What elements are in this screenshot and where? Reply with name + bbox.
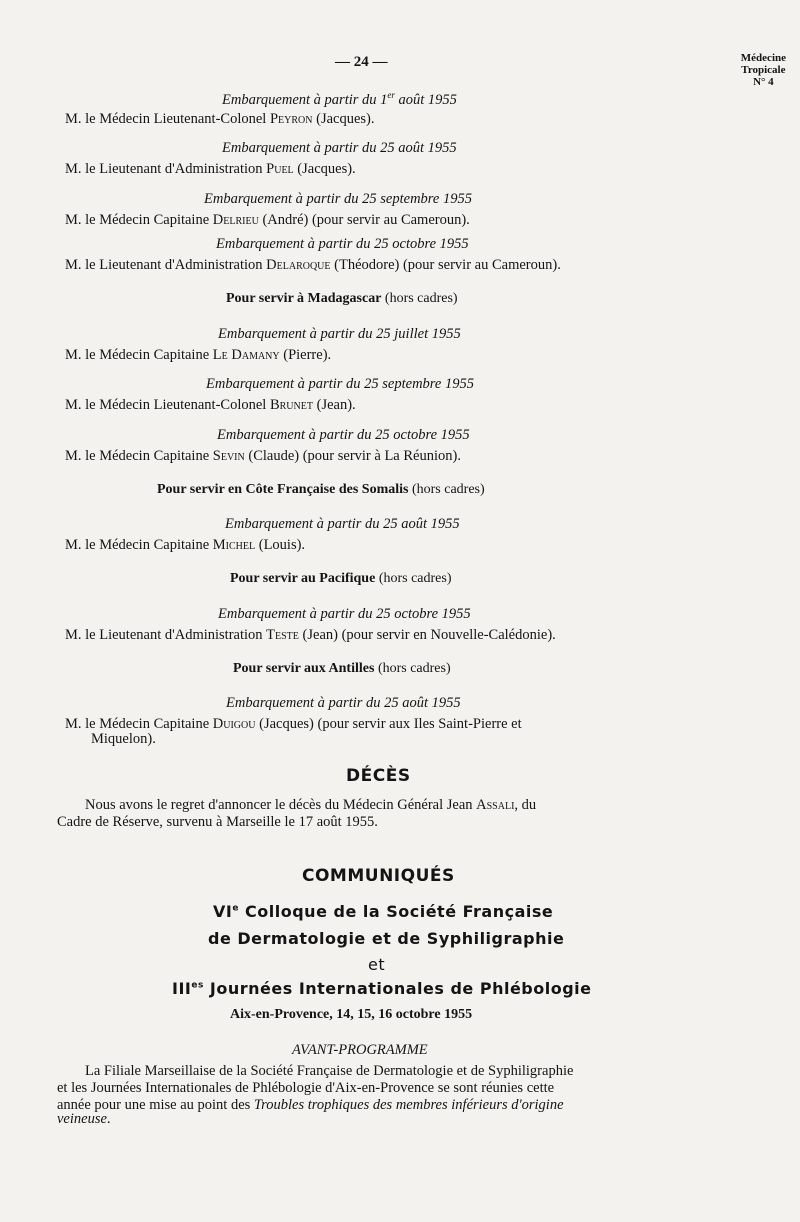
page-number: — 24 —	[335, 54, 388, 70]
journal-line-3: N° 4	[753, 76, 774, 88]
personnel-entry: M. le Lieutenant d'Administration Delaroque (Théodore) (pour servir au Cameroun).	[65, 257, 561, 273]
surname: Puel	[266, 161, 294, 177]
colloque-title-and: et	[368, 955, 386, 974]
personnel-entry: M. le Lieutenant d'Administration Teste (Jean) (pour servir en Nouvelle-Calédonie).	[65, 627, 556, 643]
surname: Brunet	[269, 397, 313, 413]
personnel-entry: M. le Médecin Lieutenant-Colonel Peyron (Jacques).	[65, 111, 375, 127]
section-heading: Pour servir aux Antilles (hors cadres)	[233, 661, 451, 676]
personnel-entry: M. le Lieutenant d'Administration Puel (Jacques).	[65, 161, 356, 177]
surname: Assali	[476, 797, 515, 813]
section-heading: Pour servir à Madagascar (hors cadres)	[226, 291, 458, 306]
embarkation-date: Embarquement à partir du 25 octobre 1955	[216, 236, 469, 252]
journal-line-2: Tropicale	[741, 64, 786, 76]
surname: Michel	[212, 537, 256, 553]
surname: Delrieu	[212, 212, 259, 228]
surname: Teste	[266, 627, 299, 643]
embarkation-date: Embarquement à partir du 25 octobre 1955	[217, 427, 470, 443]
surname: Duigou	[212, 716, 256, 732]
surname: Delaroque	[266, 257, 331, 273]
surname: Le Damany	[212, 347, 280, 363]
embarkation-date: Embarquement à partir du 25 septembre 1955	[206, 376, 474, 392]
colloque-title-line-1: VIe Colloque de la Société Française	[213, 902, 554, 921]
surname: Sevin	[212, 448, 245, 464]
deces-heading: DÉCÈS	[346, 766, 411, 786]
colloque-title-line-2: de Dermatologie et de Syphiligraphie	[208, 929, 565, 948]
communiques-heading: COMMUNIQUÉS	[302, 866, 455, 886]
programme-line-1: La Filiale Marseillaise de la Société Française de Dermatologie et de Syphiligraphie	[85, 1063, 574, 1079]
embarkation-date: Embarquement à partir du 25 août 1955	[225, 516, 460, 532]
programme-line-4: veineuse.	[57, 1111, 111, 1127]
personnel-entry-continuation: Miquelon).	[91, 731, 156, 747]
deces-line-2: Cadre de Réserve, survenu à Marseille le 17 août 1955.	[57, 814, 378, 830]
embarkation-date: Embarquement à partir du 25 août 1955	[226, 695, 461, 711]
embarkation-date: Embarquement à partir du 25 octobre 1955	[218, 606, 471, 622]
personnel-entry: M. le Médecin Capitaine Delrieu (André) (pour servir au Cameroun).	[65, 212, 470, 228]
section-heading: Pour servir en Côte Française des Somalis (hors cadres)	[157, 482, 485, 497]
programme-line-2: et les Journées Internationales de Phlébologie d'Aix-en-Provence se sont réunies cette	[57, 1080, 555, 1096]
embarkation-date: Embarquement à partir du 25 septembre 1955	[204, 191, 472, 207]
deces-line-1: Nous avons le regret d'annoncer le décès du Médecin Général Jean Assali, du	[85, 797, 537, 813]
journal-line-1: Médecine	[740, 52, 786, 64]
avant-programme-heading: AVANT-PROGRAMME	[292, 1042, 428, 1058]
personnel-entry: M. le Médecin Capitaine Michel (Louis).	[65, 537, 306, 553]
surname: Peyron	[269, 111, 313, 127]
programme-line-3: année pour une mise au point des Troubles trophiques des membres inférieurs d'origine	[57, 1097, 564, 1113]
embarkation-date: Embarquement à partir du 25 juillet 1955	[218, 326, 461, 342]
personnel-entry: M. le Médecin Capitaine Sevin (Claude) (pour servir à La Réunion).	[65, 448, 461, 464]
personnel-entry: M. le Médecin Lieutenant-Colonel Brunet (Jean).	[65, 397, 356, 413]
event-location-dates: Aix-en-Provence, 14, 15, 16 octobre 1955	[230, 1007, 473, 1022]
personnel-entry: M. le Médecin Capitaine Duigou (Jacques) (pour servir aux Iles Saint-Pierre et	[65, 716, 522, 732]
journal-mark	[741, 52, 786, 88]
journees-title: $III^{es}$ Journées Internationales de Phlébologie	[172, 979, 592, 998]
embarkation-date: Embarquement à partir du 25 août 1955	[222, 140, 457, 156]
personnel-entry: M. le Médecin Capitaine Le Damany (Pierre).	[65, 347, 332, 363]
embarkation-date: Embarquement à partir du 1er août 1955	[222, 90, 457, 108]
section-heading: Pour servir au Pacifique (hors cadres)	[230, 571, 452, 586]
